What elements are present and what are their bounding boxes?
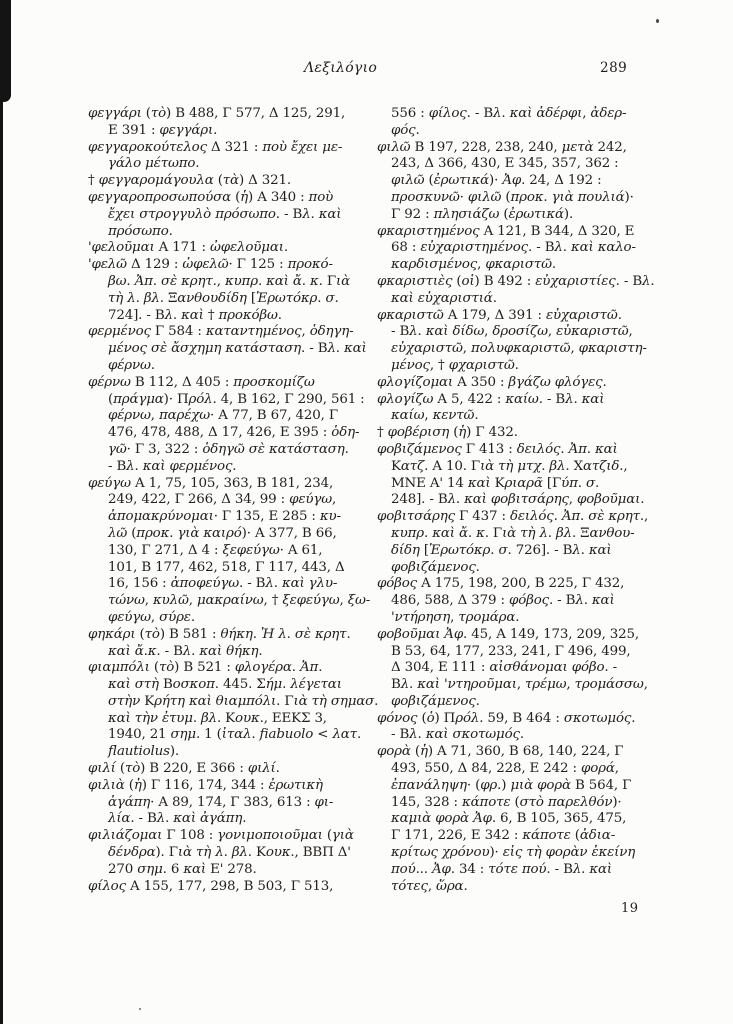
text-line: φιαμπόλι (τὸ) Β 521 : φλογέρα. Ἀπ. [88, 660, 323, 676]
text-line: 16, 156 : ἀποφεύγω. - Βλ. καὶ γλυ- [108, 576, 338, 592]
text-line: Γ 92 : πλησιάζω (ἐρωτικά). [391, 206, 574, 222]
text-line: Β 53, 64, 177, 233, 241, Γ 496, 499, [391, 643, 631, 659]
text-line: φός. [391, 122, 420, 138]
scan-speck [139, 1008, 141, 1010]
signature-number: 19 [621, 901, 639, 916]
text-line: φκαριστῶ Α 179, Δ 391 : εὐχαριστῶ. [377, 307, 622, 323]
text-line: Δ 304, Ε 111 : αἰσθάνομαι φόβο. - [391, 660, 617, 676]
text-line: λῶ (προκ. γιὰ καιρό)· Α 377, Β 66, [108, 525, 337, 541]
page-number: 289 [600, 60, 628, 76]
text-line: φορὰ (ἡ) Α 71, 360, Β 68, 140, 224, Γ [377, 744, 624, 760]
text-line: φηκάρι (τὸ) Β 581 : θήκη. Ἡ λ. σὲ κρητ. [88, 626, 351, 642]
text-line: γάλο μέτωπο. [108, 156, 200, 172]
text-line: προσκυνῶ· φιλῶ (προκ. γιὰ πουλιά)· [391, 189, 634, 205]
text-line: φιλῶ (ἐρωτικά)· Ἀφ. 24, Δ 192 : [391, 173, 602, 189]
text-line: μένος σὲ ἄσχημη κατάσταση. - Βλ. καὶ [108, 341, 367, 357]
text-line: εὐχαριστῶ, πολυφκαριστῶ, φκαριστη- [391, 341, 647, 357]
text-line: 724]. - Βλ. καὶ † προκόβω. [108, 307, 282, 323]
text-line: flautiolus). [108, 744, 180, 760]
text-line: ἐπανάληψη· (φρ.) μιὰ φορὰ Β 564, Γ [391, 777, 632, 793]
text-line: ἀπομακρύνομαι· Γ 135, Ε 285 : κυ- [108, 509, 341, 525]
text-line: 486, 588, Δ 379 : φόβος. - Βλ. καὶ [391, 593, 615, 609]
text-line: φοβιζάμενος Γ 413 : δειλός. Ἀπ. καὶ [377, 441, 618, 457]
text-line: φιλί (τὸ) Β 220, Ε 366 : φιλί. [88, 761, 280, 777]
text-line: φεύγω Α 1, 75, 105, 363, Β 181, 234, [88, 475, 334, 491]
text-line: φοβοῦμαι Ἀφ. 45, Α 149, 173, 209, 325, [377, 626, 640, 642]
text-line: βω. Ἀπ. σὲ κρητ., κυπρ. καὶ ἄ. κ. Γιὰ [108, 273, 351, 289]
scan-binding-edge-line [0, 0, 3, 1024]
text-line: πού... Ἀφ. 34 : τότε πού. - Βλ. καὶ [391, 861, 612, 877]
text-line: 145, 328 : κάποτε (στὸ παρελθόν)· [391, 794, 622, 810]
text-line: φιλῶ Β 197, 228, 238, 240, μετὰ 242, [377, 139, 627, 155]
text-line: δίδη [Ἐρωτόκρ. σ. 726]. - Βλ. καὶ [391, 542, 612, 558]
text-line: φιλιὰ (ἡ) Γ 116, 174, 344 : ἐρωτικὴ [88, 777, 323, 793]
left-text-column [88, 106, 378, 895]
right-text-column [377, 106, 669, 895]
text-line: στὴν Κρήτη καὶ θιαμπόλι. Γιὰ τὴ σημασ. [108, 693, 379, 709]
text-line: φίλος Α 155, 177, 298, Β 503, Γ 513, [88, 878, 334, 894]
text-line: (πράγμα)· Πρόλ. 4, Β 162, Γ 290, 561 : [108, 391, 365, 407]
text-line: φοβιτσάρης Γ 437 : δειλός. Ἀπ. σὲ κρητ., [377, 509, 649, 525]
running-header-title: Λεξιλόγιο [304, 60, 378, 76]
text-line: φέρνω, παρέχω· Α 77, Β 67, 420, Γ [108, 408, 339, 424]
text-line: τότες, ὥρα. [391, 878, 468, 894]
text-line: Βλ. καὶ 'ντηροῦμαι, τρέμω, τρομάσσω, [391, 677, 648, 693]
text-line: 'φελῶ Δ 129 : ὠφελῶ· Γ 125 : προκό- [88, 257, 333, 273]
text-line: 556 : φίλος. - Βλ. καὶ ἀδέρφι, ἀδερ- [391, 106, 627, 121]
text-line: φεγγάρι (τὸ) Β 488, Γ 577, Δ 125, 291, [88, 106, 346, 121]
text-line: 130, Γ 271, Δ 4 : ξεφεύγω· Α 61, [108, 542, 323, 558]
text-line: 'ντήρηση, τρομάρα. [391, 609, 520, 625]
text-line: Γ 171, 226, Ε 342 : κάποτε (ἀδια- [391, 828, 616, 844]
text-line: κρίτως χρόνου)· εἰς τὴ φορὰν ἐκείνη [391, 845, 636, 861]
text-line: φλογίζω Α 5, 422 : καίω. - Βλ. καὶ [377, 391, 605, 407]
text-line: φεύγω, σύρε. [108, 609, 195, 625]
text-line: λία. - Βλ. καὶ ἀγάπη. [108, 811, 247, 827]
text-line: φκαριστημένος Α 121, Β 344, Δ 320, Ε [377, 223, 635, 239]
text-line: 476, 478, 488, Δ 17, 426, Ε 395 : ὁδη- [108, 425, 360, 441]
text-line: φοβιζάμενος. [391, 693, 480, 709]
text-line: μένος, † φχαριστῶ. [391, 357, 519, 373]
scan-speck [656, 19, 659, 23]
text-line: φόνος (ὁ) Πρόλ. 59, Β 464 : σκοτωμός. [377, 710, 636, 726]
text-line: φέρνω Β 112, Δ 405 : προσκομίζω [88, 374, 315, 390]
text-line: 'φελοῦμαι Α 171 : ὠφελοῦμαι. [88, 240, 288, 256]
text-line: 493, 550, Δ 84, 228, Ε 242 : φορά, [391, 761, 619, 777]
text-line: φοβιζάμενος. [391, 559, 480, 575]
text-line: † φεγγαρομάγουλα (τὰ) Δ 321. [88, 173, 291, 189]
text-line: καὶ ἄ.κ. - Βλ. καὶ θήκη. [108, 643, 263, 659]
text-line: τὴ λ. βλ. Ξανθουδίδη [Ἐρωτόκρ. σ. [108, 290, 339, 306]
text-line: καμιὰ φορὰ Ἀφ. 6, Β 105, 365, 475, [391, 811, 627, 827]
text-line: φιλιάζομαι Γ 108 : γονιμοποιοῦμαι (γιὰ [88, 828, 354, 844]
text-line: καὶ εὐχαριστιά. [391, 290, 497, 306]
text-line: φεγγαροπροσωπούσα (ἡ) Α 340 : ποὺ [88, 189, 334, 205]
text-line: 270 σημ. 6 καὶ Ε' 278. [108, 861, 257, 877]
text-line: φερμένος Γ 584 : καταντημένος, ὁδηγη- [88, 324, 354, 340]
text-line: 68 : εὐχαριστημένος. - Βλ. καὶ καλο- [391, 240, 636, 256]
text-line: 243, Δ 366, 430, Ε 345, 357, 362 : [391, 156, 619, 172]
text-line: † φοβέριση (ἡ) Γ 432. [377, 425, 518, 441]
text-line: δένδρα). Γιὰ τὴ λ. βλ. Κουκ., ΒΒΠ Δ' [108, 845, 351, 861]
text-line: καρδισμένος, φκαριστῶ. [391, 257, 557, 273]
text-line: - Βλ. καὶ δίδω, δροσίζω, εὐκαριστῶ, [391, 324, 633, 340]
text-line: καίω, κεντῶ. [391, 408, 479, 424]
text-line: Κατζ. Α 10. Γιὰ τὴ μτχ. βλ. Χατζιδ., [391, 458, 628, 474]
text-line: ἔχει στρογγυλὸ πρόσωπο. - Βλ. καὶ [108, 206, 342, 222]
text-line: καὶ τὴν ἐτυμ. βλ. Κουκ., ΕΕΚΣ 3, [108, 710, 327, 726]
text-line: φεγγαροκούτελος Δ 321 : ποὺ ἔχει με- [88, 139, 343, 155]
text-line: ἀγάπη· Α 89, 174, Γ 383, 613 : φι- [108, 794, 334, 810]
text-line: φκαριστιὲς (οἱ) Β 492 : εὐχαριστίες. - Βλ. [377, 273, 655, 289]
text-line: πρόσωπο. [108, 223, 173, 239]
text-line: 1940, 21 σημ. 1 (ἰταλ. fiabuolo < λατ. [108, 727, 362, 743]
text-line: τώνω, κυλῶ, μακραίνω, † ξεφεύγω, ξω- [108, 593, 371, 609]
text-line: ΜΝΕ Α' 14 καὶ Κριαρᾶ [Γύπ. σ. [391, 475, 600, 491]
text-line: Ε 391 : φεγγάρι. [108, 122, 218, 138]
text-line: φέρνω. [108, 357, 155, 373]
text-line: φλογίζομαι Α 350 : βγάζω φλόγες. [377, 374, 607, 390]
text-line: φόβος Α 175, 198, 200, Β 225, Γ 432, [377, 576, 625, 592]
scan-binding-edge-blob [0, 0, 11, 102]
text-line: 101, Β 177, 462, 518, Γ 117, 443, Δ [108, 559, 345, 575]
text-line: - Βλ. καὶ σκοτωμός. [391, 727, 524, 743]
text-line: κυπρ. καὶ ἄ. κ. Γιὰ τὴ λ. βλ. Ξανθου- [391, 525, 635, 541]
text-line: - Βλ. καὶ φερμένος. [108, 458, 237, 474]
text-line: καὶ στὴ Βοσκοπ. 445. Σήμ. λέγεται [108, 677, 342, 693]
text-line: 249, 422, Γ 266, Δ 34, 99 : φεύγω, [108, 492, 337, 508]
text-line: 248]. - Βλ. καὶ φοβιτσάρης, φοβοῦμαι. [391, 492, 645, 508]
text-line: γῶ· Γ 3, 322 : ὁδηγῶ σὲ κατάσταση. [108, 441, 349, 457]
